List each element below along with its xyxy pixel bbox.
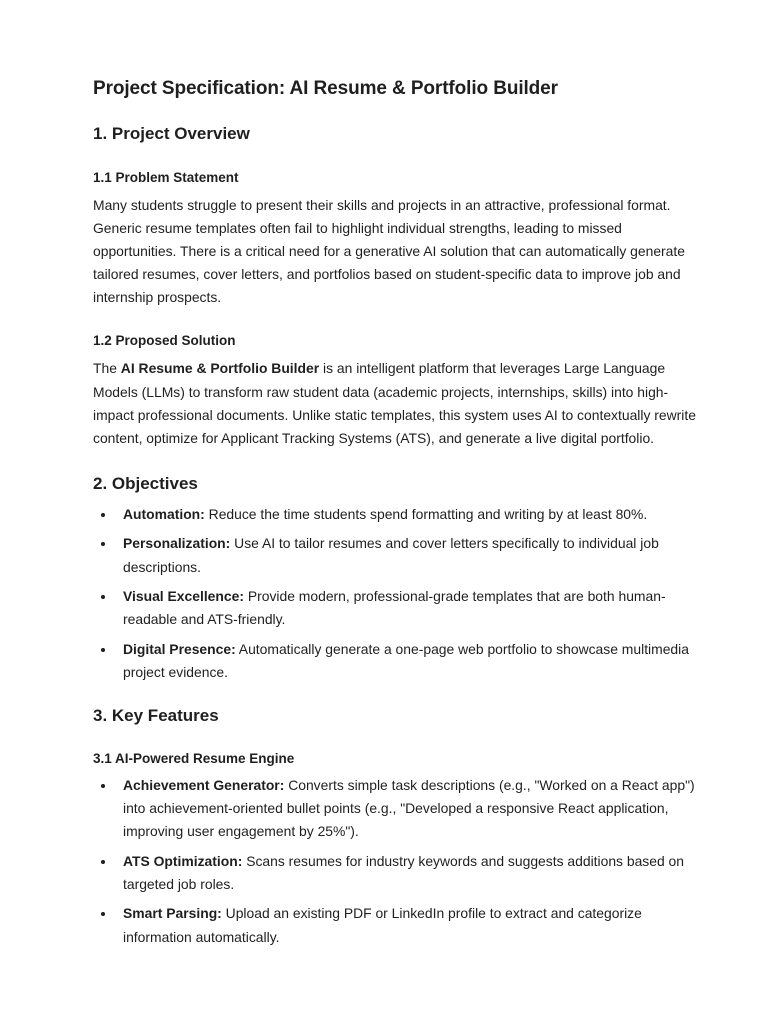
list-item-label: ATS Optimization: [123,852,243,869]
bullet-icon [101,860,105,864]
list-item-text: Provide modern, professional-grade templates that are both human-readable and ATS-friendly. [123,588,666,628]
list-item [93,585,703,631]
document-title: Project Specification: AI Resume & Portfolio Builder [93,78,558,99]
list-item-label: Visual Excellence: [123,588,244,605]
section-heading-features: 3. Key Features [93,706,219,725]
section-heading-overview: 1. Project Overview [93,124,250,143]
list-item [93,638,703,684]
list-item-text: Scans resumes for industry keywords and suggests additions based on targeted job roles. [123,852,685,892]
bullet-icon [101,595,105,599]
list-item [93,774,703,843]
bullet-icon [101,542,105,546]
list-item [93,850,703,896]
resume-engine-features-list [93,774,703,949]
list-item [93,503,703,526]
objectives-list [93,503,703,684]
subsection-heading-resume-engine: 3.1 AI-Powered Resume Engine [93,751,295,766]
list-item-text: Reduce the time students spend formatting and writing by at least 80%. [204,505,648,522]
bullet-icon [101,784,105,788]
problem-statement-paragraph: Many students struggle to present their skills and projects in an attractive, professional format. Generic resume templates often fail to highlight individual strengths, leading to missed opportunities. There is a critical need for a generative AI solution that can automatically generate tailored resumes, cover letters, and portfolios based on student-specific data to improve job and internship prospects. [93,197,685,306]
solution-text: is an intelligent platform that leverages Large Language Models (LLMs) to transform raw student data (academic projects, internships, skills) into high-impact professional documents. Unlike static templates, this system uses AI to contextually rewrite content, optimize for Applicant Tracking Systems (ATS), and generate a live digital portfolio. [93,360,696,446]
list-item-text: Automatically generate a one-page web portfolio to showcase multimedia project evidence. [123,640,689,680]
list-item-label: Automation: [123,505,205,522]
list-item [93,902,703,948]
document-page [93,76,703,955]
list-item-label: Smart Parsing: [123,905,222,922]
bullet-icon [101,513,105,517]
list-item-label: Achievement Generator: [123,777,285,793]
list-item-label: Digital Presence: [123,640,236,657]
bullet-icon [101,648,105,652]
list-item-text: Upload an existing PDF or LinkedIn profile to extract and categorize information automatically. [123,905,642,945]
list-item-text: Converts simple task descriptions (e.g., "Worked on a React app") into achievement-oriented bullet points (e.g., "Developed a responsive React application, improving user engagement by 25%"). [123,777,695,840]
solution-prefix: The [93,360,121,377]
bullet-icon [101,912,105,916]
subsection-heading-problem: 1.1 Problem Statement [93,170,239,185]
solution-product-name: AI Resume & Portfolio Builder [120,360,320,377]
list-item [93,532,703,578]
proposed-solution-paragraph [93,357,703,449]
list-item-label: Personalization: [123,535,231,552]
list-item-text: Use AI to tailor resumes and cover letters specifically to individual job descriptions. [123,535,659,575]
section-heading-objectives: 2. Objectives [93,473,198,493]
subsection-heading-solution: 1.2 Proposed Solution [93,333,236,349]
